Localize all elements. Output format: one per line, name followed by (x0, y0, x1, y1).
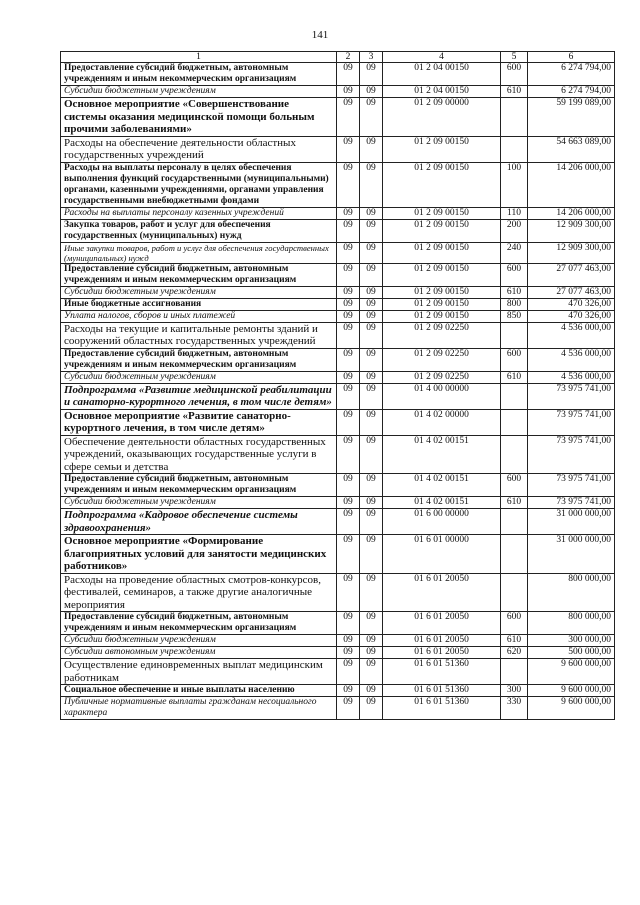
table-row (61, 348, 615, 371)
row-target-article: 01 4 02 00151 (383, 474, 501, 497)
row-target-article: 01 4 00 00000 (383, 383, 501, 409)
row-subsection: 09 (360, 219, 383, 242)
row-amount: 59 199 089,00 (528, 98, 615, 137)
row-section: 09 (337, 497, 360, 509)
row-name: Субсидии бюджетным учреждениям (61, 635, 337, 647)
row-name: Субсидии автономным учреждениям (61, 647, 337, 659)
row-expense-type: 600 (501, 63, 528, 86)
table-row (61, 435, 615, 474)
row-section: 09 (337, 219, 360, 242)
row-expense-type: 610 (501, 86, 528, 98)
row-section: 09 (337, 409, 360, 435)
row-target-article: 01 2 04 00150 (383, 86, 501, 98)
row-target-article: 01 6 01 51360 (383, 659, 501, 685)
table-row (61, 573, 615, 612)
row-expense-type: 850 (501, 310, 528, 322)
header-col-name: 1 (61, 52, 337, 63)
row-amount: 6 274 794,00 (528, 63, 615, 86)
row-subsection: 09 (360, 659, 383, 685)
row-name: Расходы на текущие и капитальные ремонты зданий и сооружений областных государственных учреждений (61, 322, 337, 348)
row-name: Подпрограмма «Развитие медицинской реабилитации и санаторно-курортного лечения, в том числе детям» (61, 383, 337, 409)
row-amount: 800 000,00 (528, 612, 615, 635)
row-name: Расходы на проведение областных смотров-конкурсов, фестивалей, семинаров, а также другие аналогичные мероприятия (61, 573, 337, 612)
row-section: 09 (337, 136, 360, 162)
row-expense-type: 600 (501, 263, 528, 286)
row-amount: 12 909 300,00 (528, 219, 615, 242)
row-name: Предоставление субсидий бюджетным, автономным учреждениям и иным некоммерческим организациям (61, 263, 337, 286)
row-subsection: 09 (360, 697, 383, 720)
row-section: 09 (337, 63, 360, 86)
table-row (61, 635, 615, 647)
budget-table (60, 51, 615, 720)
row-expense-type (501, 573, 528, 612)
row-section: 09 (337, 310, 360, 322)
row-expense-type (501, 535, 528, 574)
table-row (61, 63, 615, 86)
row-section: 09 (337, 647, 360, 659)
row-amount: 31 000 000,00 (528, 535, 615, 574)
row-section: 09 (337, 535, 360, 574)
header-col-target-article: 4 (383, 52, 501, 63)
row-section: 09 (337, 263, 360, 286)
row-target-article: 01 6 01 20050 (383, 573, 501, 612)
row-target-article: 01 4 02 00000 (383, 409, 501, 435)
table-row (61, 535, 615, 574)
row-expense-type: 610 (501, 497, 528, 509)
row-name: Предоставление субсидий бюджетным, автономным учреждениям и иным некоммерческим организациям (61, 612, 337, 635)
row-subsection: 09 (360, 535, 383, 574)
row-amount: 470 326,00 (528, 310, 615, 322)
row-expense-type: 600 (501, 612, 528, 635)
row-subsection: 09 (360, 409, 383, 435)
row-amount: 14 206 000,00 (528, 207, 615, 219)
row-target-article: 01 6 01 20050 (383, 612, 501, 635)
row-target-article: 01 2 09 00150 (383, 242, 501, 263)
table-row (61, 509, 615, 535)
row-expense-type: 330 (501, 697, 528, 720)
row-subsection: 09 (360, 136, 383, 162)
row-amount: 12 909 300,00 (528, 242, 615, 263)
row-name: Предоставление субсидий бюджетным, автономным учреждениям и иным некоммерческим организациям (61, 474, 337, 497)
row-subsection: 09 (360, 162, 383, 207)
row-section: 09 (337, 573, 360, 612)
row-amount: 9 600 000,00 (528, 659, 615, 685)
table-row (61, 409, 615, 435)
row-subsection: 09 (360, 435, 383, 474)
row-section: 09 (337, 509, 360, 535)
row-amount: 500 000,00 (528, 647, 615, 659)
row-expense-type (501, 509, 528, 535)
row-name: Предоставление субсидий бюджетным, автономным учреждениям и иным некоммерческим организациям (61, 63, 337, 86)
row-name: Закупка товаров, работ и услуг для обеспечения государственных (муниципальных) нужд (61, 219, 337, 242)
row-amount: 14 206 000,00 (528, 162, 615, 207)
row-target-article: 01 6 01 51360 (383, 685, 501, 697)
row-target-article: 01 6 01 00000 (383, 535, 501, 574)
table-row (61, 685, 615, 697)
row-target-article: 01 2 09 00150 (383, 310, 501, 322)
row-name: Иные закупки товаров, работ и услуг для обеспечения государственных (муниципальных) нужд (61, 242, 337, 263)
row-section: 09 (337, 697, 360, 720)
table-header-row (61, 52, 615, 63)
table-row (61, 474, 615, 497)
row-target-article: 01 2 09 00150 (383, 298, 501, 310)
row-name: Иные бюджетные ассигнования (61, 298, 337, 310)
row-name: Основное мероприятие «Совершенствование системы оказания медицинской помощи больным прочими заболеваниями» (61, 98, 337, 137)
row-section: 09 (337, 659, 360, 685)
header-col-amount: 6 (528, 52, 615, 63)
row-section: 09 (337, 286, 360, 298)
row-section: 09 (337, 298, 360, 310)
row-amount: 73 975 741,00 (528, 497, 615, 509)
row-subsection: 09 (360, 298, 383, 310)
row-section: 09 (337, 435, 360, 474)
row-section: 09 (337, 474, 360, 497)
row-expense-type: 620 (501, 647, 528, 659)
table-row (61, 207, 615, 219)
row-amount: 4 536 000,00 (528, 348, 615, 371)
row-expense-type (501, 435, 528, 474)
row-expense-type (501, 136, 528, 162)
header-col-expense-type: 5 (501, 52, 528, 63)
page-number: 141 (311, 29, 329, 41)
row-subsection: 09 (360, 647, 383, 659)
row-section: 09 (337, 371, 360, 383)
row-section: 09 (337, 348, 360, 371)
row-target-article: 01 6 01 20050 (383, 647, 501, 659)
table-row (61, 162, 615, 207)
table-row (61, 659, 615, 685)
table-row (61, 383, 615, 409)
row-name: Обеспечение деятельности областных государственных учреждений, оказывающих государственные услуги в сфере семьи и детства (61, 435, 337, 474)
header-col-subsection: 3 (360, 52, 383, 63)
row-expense-type: 610 (501, 286, 528, 298)
row-subsection: 09 (360, 371, 383, 383)
row-amount: 73 975 741,00 (528, 435, 615, 474)
row-section: 09 (337, 322, 360, 348)
row-subsection: 09 (360, 635, 383, 647)
row-name: Уплата налогов, сборов и иных платежей (61, 310, 337, 322)
row-amount: 54 663 089,00 (528, 136, 615, 162)
row-target-article: 01 2 09 02250 (383, 322, 501, 348)
row-expense-type: 610 (501, 635, 528, 647)
row-target-article: 01 2 09 02250 (383, 348, 501, 371)
row-subsection: 09 (360, 685, 383, 697)
row-target-article: 01 2 09 00000 (383, 98, 501, 137)
row-target-article: 01 6 01 51360 (383, 697, 501, 720)
row-name: Субсидии бюджетным учреждениям (61, 497, 337, 509)
row-expense-type (501, 659, 528, 685)
row-amount: 6 274 794,00 (528, 86, 615, 98)
table-row (61, 697, 615, 720)
row-section: 09 (337, 86, 360, 98)
row-name: Основное мероприятие «Формирование благоприятных условий для занятости медицинских работников» (61, 535, 337, 574)
row-amount: 73 975 741,00 (528, 474, 615, 497)
table-row (61, 286, 615, 298)
row-amount: 27 077 463,00 (528, 263, 615, 286)
row-subsection: 09 (360, 573, 383, 612)
table-row (61, 310, 615, 322)
row-amount: 4 536 000,00 (528, 371, 615, 383)
row-expense-type: 240 (501, 242, 528, 263)
header-col-section: 2 (337, 52, 360, 63)
row-target-article: 01 2 09 02250 (383, 371, 501, 383)
row-name: Субсидии бюджетным учреждениям (61, 86, 337, 98)
row-name: Субсидии бюджетным учреждениям (61, 286, 337, 298)
row-subsection: 09 (360, 612, 383, 635)
row-subsection: 09 (360, 310, 383, 322)
row-subsection: 09 (360, 263, 383, 286)
row-name: Подпрограмма «Кадровое обеспечение системы здравоохранения» (61, 509, 337, 535)
row-amount: 300 000,00 (528, 635, 615, 647)
row-target-article: 01 2 09 00150 (383, 219, 501, 242)
row-amount: 73 975 741,00 (528, 383, 615, 409)
row-target-article: 01 6 00 00000 (383, 509, 501, 535)
row-section: 09 (337, 685, 360, 697)
row-amount: 9 600 000,00 (528, 697, 615, 720)
table-row (61, 371, 615, 383)
row-amount: 9 600 000,00 (528, 685, 615, 697)
row-target-article: 01 2 09 00150 (383, 136, 501, 162)
table-row (61, 98, 615, 137)
row-name: Осуществление единовременных выплат медицинским работникам (61, 659, 337, 685)
row-expense-type: 200 (501, 219, 528, 242)
row-subsection: 09 (360, 286, 383, 298)
row-subsection: 09 (360, 383, 383, 409)
row-target-article: 01 2 04 00150 (383, 63, 501, 86)
row-subsection: 09 (360, 509, 383, 535)
row-expense-type (501, 383, 528, 409)
row-name: Расходы на выплаты персоналу казенных учреждений (61, 207, 337, 219)
row-target-article: 01 2 09 00150 (383, 286, 501, 298)
row-name: Социальное обеспечение и иные выплаты населению (61, 685, 337, 697)
row-section: 09 (337, 242, 360, 263)
row-subsection: 09 (360, 98, 383, 137)
table-row (61, 242, 615, 263)
row-target-article: 01 2 09 00150 (383, 162, 501, 207)
row-subsection: 09 (360, 474, 383, 497)
row-expense-type: 610 (501, 371, 528, 383)
row-name: Основное мероприятие «Развитие санаторно-курортного лечения, в том числе детям» (61, 409, 337, 435)
table-row (61, 612, 615, 635)
table-row (61, 497, 615, 509)
row-expense-type: 600 (501, 474, 528, 497)
table-row (61, 647, 615, 659)
row-section: 09 (337, 635, 360, 647)
table-row (61, 136, 615, 162)
row-expense-type (501, 322, 528, 348)
row-expense-type: 100 (501, 162, 528, 207)
row-amount: 800 000,00 (528, 573, 615, 612)
row-target-article: 01 4 02 00151 (383, 435, 501, 474)
row-expense-type: 300 (501, 685, 528, 697)
row-expense-type: 800 (501, 298, 528, 310)
row-expense-type (501, 409, 528, 435)
row-name: Публичные нормативные выплаты гражданам несоциального характера (61, 697, 337, 720)
row-amount: 4 536 000,00 (528, 322, 615, 348)
row-amount: 31 000 000,00 (528, 509, 615, 535)
row-expense-type: 110 (501, 207, 528, 219)
table-row (61, 86, 615, 98)
row-name: Предоставление субсидий бюджетным, автономным учреждениям и иным некоммерческим организациям (61, 348, 337, 371)
table-row (61, 219, 615, 242)
row-target-article: 01 4 02 00151 (383, 497, 501, 509)
row-subsection: 09 (360, 348, 383, 371)
row-name: Субсидии бюджетным учреждениям (61, 371, 337, 383)
row-subsection: 09 (360, 207, 383, 219)
table-row (61, 322, 615, 348)
row-subsection: 09 (360, 497, 383, 509)
row-subsection: 09 (360, 63, 383, 86)
row-name: Расходы на обеспечение деятельности областных государственных учреждений (61, 136, 337, 162)
row-amount: 27 077 463,00 (528, 286, 615, 298)
row-section: 09 (337, 98, 360, 137)
table-row (61, 298, 615, 310)
row-target-article: 01 6 01 20050 (383, 635, 501, 647)
row-section: 09 (337, 162, 360, 207)
row-subsection: 09 (360, 86, 383, 98)
row-subsection: 09 (360, 242, 383, 263)
row-target-article: 01 2 09 00150 (383, 263, 501, 286)
row-amount: 73 975 741,00 (528, 409, 615, 435)
table-row (61, 263, 615, 286)
row-expense-type (501, 98, 528, 137)
row-name: Расходы на выплаты персоналу в целях обеспечения выполнения функций государственными (муниципальными) органами, казенными учреждениями, органами управления государственными внебюджетными фондами (61, 162, 337, 207)
row-target-article: 01 2 09 00150 (383, 207, 501, 219)
row-subsection: 09 (360, 322, 383, 348)
row-expense-type: 600 (501, 348, 528, 371)
row-amount: 470 326,00 (528, 298, 615, 310)
row-section: 09 (337, 207, 360, 219)
row-section: 09 (337, 383, 360, 409)
row-section: 09 (337, 612, 360, 635)
